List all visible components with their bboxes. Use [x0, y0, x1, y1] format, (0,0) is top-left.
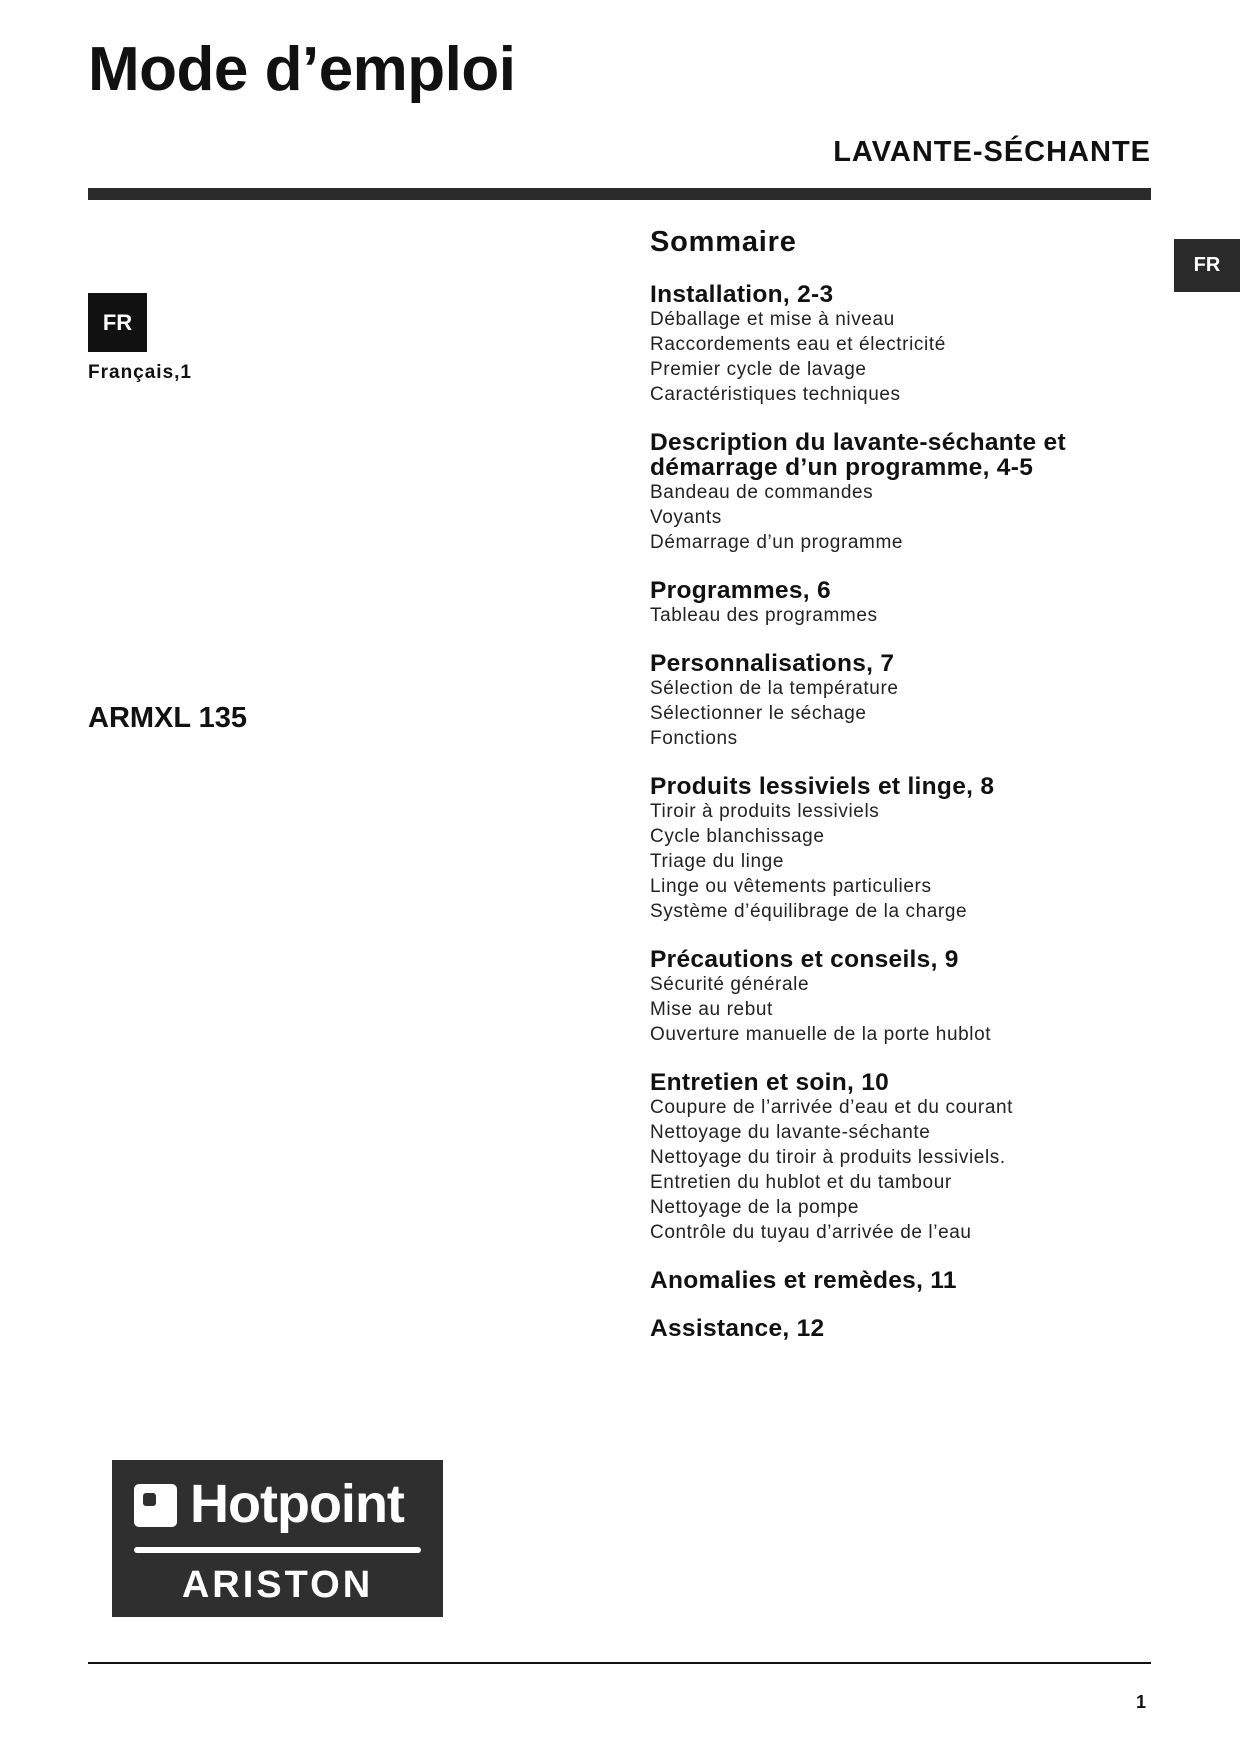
logo-brand: Hotpoint [190, 1474, 404, 1534]
toc-section-heading: Entretien et soin, 10 [650, 1069, 890, 1096]
toc-section-heading: Personnalisations, 7 [650, 650, 895, 677]
page-number: 1 [1135, 1692, 1146, 1712]
logo-divider [134, 1547, 421, 1553]
toc-section [650, 282, 1150, 407]
toc-item: Sélection de la température [650, 678, 899, 699]
toc-item: Démarrage d’un programme [650, 532, 904, 553]
toc-item: Déballage et mise à niveau [650, 309, 895, 330]
hotpoint-ariston-logo [112, 1460, 443, 1617]
toc-item: Fonctions [650, 728, 738, 749]
toc-item-list [650, 307, 1150, 407]
language-badge: FR [88, 293, 147, 352]
toc-section-heading: Programmes, 6 [650, 577, 831, 604]
toc-item: Caractéristiques techniques [650, 384, 901, 405]
header-divider [88, 188, 1151, 200]
toc-section-heading: Précautions et conseils, 9 [650, 946, 959, 973]
toc-item: Contrôle du tuyau d’arrivée de l’eau [650, 1222, 972, 1243]
toc-item: Cycle blanchissage [650, 826, 825, 847]
toc-item: Nettoyage du tiroir à produits lessiviels. [650, 1147, 1006, 1168]
toc-item: Linge ou vêtements particuliers [650, 876, 932, 897]
toc-item: Premier cycle de lavage [650, 359, 867, 380]
toc-item: Tiroir à produits lessiviels [650, 801, 880, 822]
toc-item: Nettoyage du lavante-séchante [650, 1122, 931, 1143]
toc-item: Bandeau de commandes [650, 482, 874, 503]
toc-section-heading: Produits lessiviels et linge, 8 [650, 773, 995, 800]
toc-section [650, 1268, 1150, 1293]
table-of-contents [650, 282, 1150, 1364]
logo-sub-brand: ARISTON [181, 1564, 374, 1606]
toc-section [650, 1316, 1150, 1341]
logo-mark-icon [134, 1484, 177, 1527]
toc-item-list [650, 603, 1150, 628]
page-title: Mode d’emploi [88, 35, 516, 104]
product-type: LAVANTE-SÉCHANTE [833, 136, 1151, 168]
toc-item-list [650, 799, 1150, 924]
toc-item-list [650, 972, 1150, 1047]
toc-section [650, 774, 1150, 924]
toc-item: Système d’équilibrage de la charge [650, 901, 968, 922]
toc-item: Ouverture manuelle de la porte hublot [650, 1024, 992, 1045]
footer-divider [88, 1662, 1151, 1664]
toc-section [650, 1070, 1150, 1245]
toc-item: Tableau des programmes [650, 605, 878, 626]
toc-section [650, 430, 1150, 555]
toc-title: Sommaire [650, 226, 797, 258]
toc-item: Triage du linge [650, 851, 784, 872]
toc-item: Nettoyage de la pompe [650, 1197, 860, 1218]
toc-item: Coupure de l’arrivée d’eau et du courant [650, 1097, 1014, 1118]
toc-item: Mise au rebut [650, 999, 773, 1020]
toc-section-heading: Anomalies et remèdes, 11 [650, 1267, 957, 1294]
toc-item: Sécurité générale [650, 974, 810, 995]
toc-item: Voyants [650, 507, 722, 528]
toc-item-list [650, 480, 1150, 555]
toc-section [650, 947, 1150, 1047]
language-label: Français,1 [88, 362, 192, 383]
toc-item: Entretien du hublot et du tambour [650, 1172, 952, 1193]
toc-section [650, 651, 1150, 751]
toc-section-heading: Installation, 2-3 [650, 281, 834, 308]
toc-item-list [650, 1095, 1150, 1245]
language-side-tab: FR [1174, 239, 1240, 292]
toc-item: Raccordements eau et électricité [650, 334, 946, 355]
toc-item-list [650, 676, 1150, 751]
toc-item: Sélectionner le séchage [650, 703, 867, 724]
toc-section [650, 578, 1150, 628]
toc-section-heading: Description du lavante-séchante et démarrage d’un programme, 4-5 [650, 429, 1066, 481]
model-number: ARMXL 135 [88, 702, 248, 734]
toc-section-heading: Assistance, 12 [650, 1315, 825, 1342]
